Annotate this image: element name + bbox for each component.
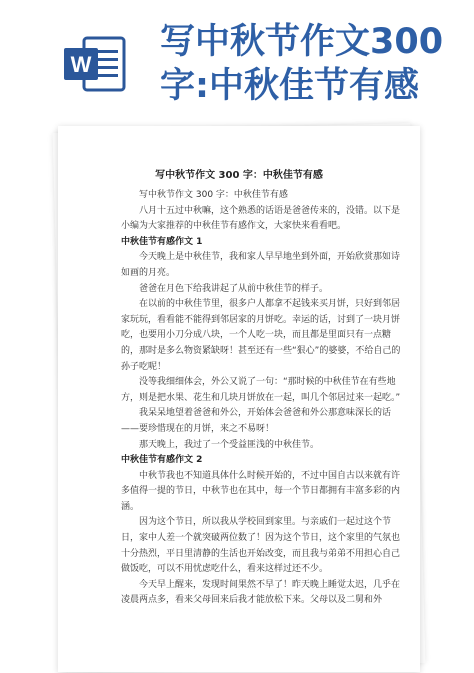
paragraph: 那天晚上，我过了一个受益匪浅的中秋佳节。 [139,439,320,450]
paragraph: 写中秋节作文 300 字：中秋佳节有感 [139,190,288,200]
paragraph: 今天早上醒来，发现时间果然不早了！昨天晚上睡觉太迟，几乎在凌晨两点多，看来父母回来后我才能放松下来。父母以及二舅和外 [121,579,401,606]
page-title: 写中秋节作文300字:中秋佳节有感 [160,22,444,106]
document-body [121,188,401,609]
document-page [58,126,420,672]
paragraph: 八月十五过中秋嘛，这个熟悉的话语是爸爸传来的，没错。以下是小编为大家推荐的中秋佳节有感作文，大家快来看看吧。 [121,205,401,232]
paragraph: 我呆呆地望着爸爸和外公，开始体会爸爸和外公那意味深长的话——要珍惜现在的月饼，来之不易呀！ [121,408,392,434]
document-title: 写中秋节作文 300 字：中秋佳节有感 [155,170,323,181]
paragraph: 没等我细细体会，外公又说了一句：“那时候的中秋佳节在有些地方，则是把水果、花生和几块月饼放在一起，叫几个邻居过来一起吃。” [121,377,401,403]
page-header [0,0,474,118]
paragraph: 爸爸在月色下给我讲起了从前中秋佳节的样子。 [139,283,329,294]
paragraph: 中秋节我也不知道具体什么时候开始的，不过中国自古以来就有许多值得一提的节日，中秋节也在其中，每一个节日都拥有丰富多彩的内涵。 [121,470,401,512]
paragraph: 今天晚上是中秋佳节，我和家人早早地坐到外面，开始欣赏那如诗如画的月亮。 [121,252,401,278]
section-heading: 中秋佳节有感作文 2 [121,455,203,466]
paragraph: 在以前的中秋佳节里，很多户人都拿不起钱来买月饼，只好到邻居家玩玩，看看能不能得到邻居家的月饼吃。幸运的话，讨到了一块月饼吃，也要用小刀分成八块，一个人吃一块，而且都是里面只有一点糖的，那时是多么物资紧缺呀！甚至还有一些“狠心”的婆婆，不给自己的孙子吃呢！ [121,299,401,372]
section-heading: 中秋佳节有感作文 1 [121,236,203,247]
paragraph: 因为这个节日，所以我从学校回到家里。与亲戚们一起过这个节日，家中人差一个就突破两位数了！因为这个节日，这个家里的气氛也十分热烈，平日里清静的生活也开始改变，而且我与弟弟不用担心自己做饭吃，可以不用忧虑吃什么，看来这样过还不少。 [121,517,401,575]
svg-text:W: W [70,52,92,77]
word-document-icon [62,36,128,92]
